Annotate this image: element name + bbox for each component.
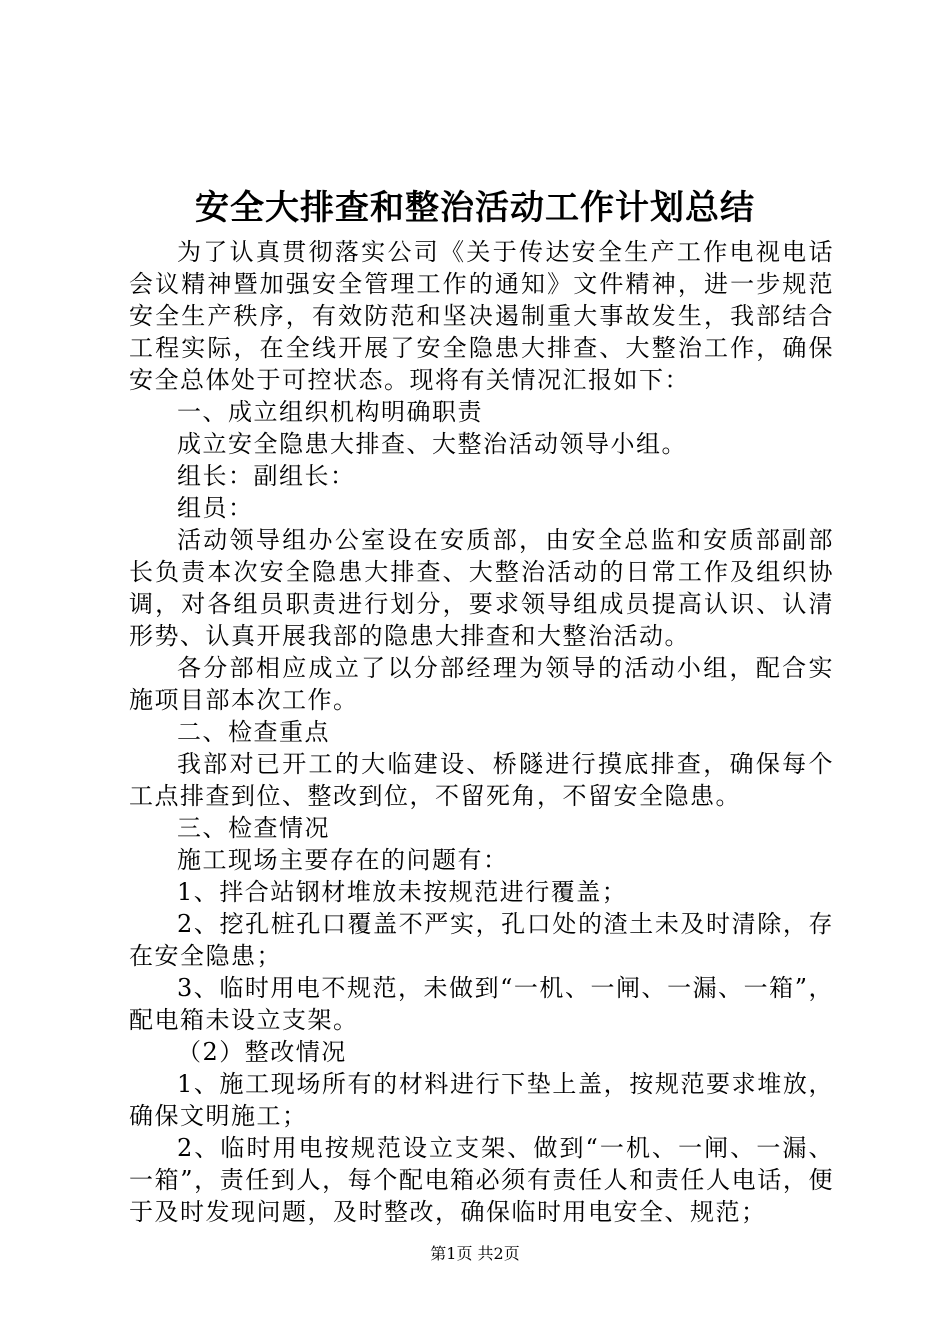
document-body — [129, 236, 834, 1228]
section-heading-2: 二、检查重点 — [177, 718, 330, 746]
paragraph: 成立安全隐患大排查、大整治活动领导小组。 — [177, 430, 687, 458]
section-heading-1: 一、成立组织机构明确职责 — [177, 398, 483, 426]
paragraph: 各分部相应成立了以分部经理为领导的活动小组，配合实施项目部本次工作。 — [129, 654, 834, 714]
list-item: 1、拌合站钢材堆放未按规范进行覆盖； — [177, 878, 628, 906]
page-footer: 第1页 共2页 — [430, 1244, 520, 1263]
list-item: 2、挖孔桩孔口覆盖不严实，孔口处的渣土未及时清除，存在安全隐患； — [129, 910, 834, 970]
paragraph: 施工现场主要存在的问题有： — [177, 846, 509, 874]
list-item: 3、临时用电不规范，未做到“一机、一闸、一漏、一箱”，配电箱未设立支架。 — [129, 974, 834, 1034]
section-heading-3: 三、检查情况 — [177, 814, 330, 842]
paragraph: 组员： — [177, 494, 254, 522]
paragraph: 我部对已开工的大临建设、桥隧进行摸底排查，确保每个工点排查到位、整改到位，不留死角，不留安全隐患。 — [129, 750, 834, 810]
paragraph: 活动领导组办公室设在安质部，由安全总监和安质部副部长负责本次安全隐患大排查、大整治活动的日常工作及组织协调，对各组员职责进行划分，要求领导组成员提高认识、认清形势、认真开展我部的隐患大排查和大整治活动。 — [129, 526, 834, 650]
list-item: 2、临时用电按规范设立支架、做到“一机、一闸、一漏、一箱”，责任到人，每个配电箱必须有责任人和责任人电话，便于及时发现问题，及时整改，确保临时用电安全、规范； — [129, 1134, 834, 1226]
subsection-heading: （2）整改情况 — [177, 1038, 347, 1066]
list-item: 1、施工现场所有的材料进行下垫上盖，按规范要求堆放，确保文明施工； — [129, 1070, 834, 1130]
document-title: 安全大排查和整治活动工作计划总结 — [195, 188, 755, 228]
paragraph-intro: 为了认真贯彻落实公司《关于传达安全生产工作电视电话会议精神暨加强安全管理工作的通知》文件精神，进一步规范安全生产秩序，有效防范和坚决遏制重大事故发生，我部结合工程实际，在全线开展了安全隐患大排查、大整治工作，确保安全总体处于可控状态。现将有关情况汇报如下： — [129, 238, 834, 394]
paragraph: 组长：副组长： — [177, 462, 356, 490]
